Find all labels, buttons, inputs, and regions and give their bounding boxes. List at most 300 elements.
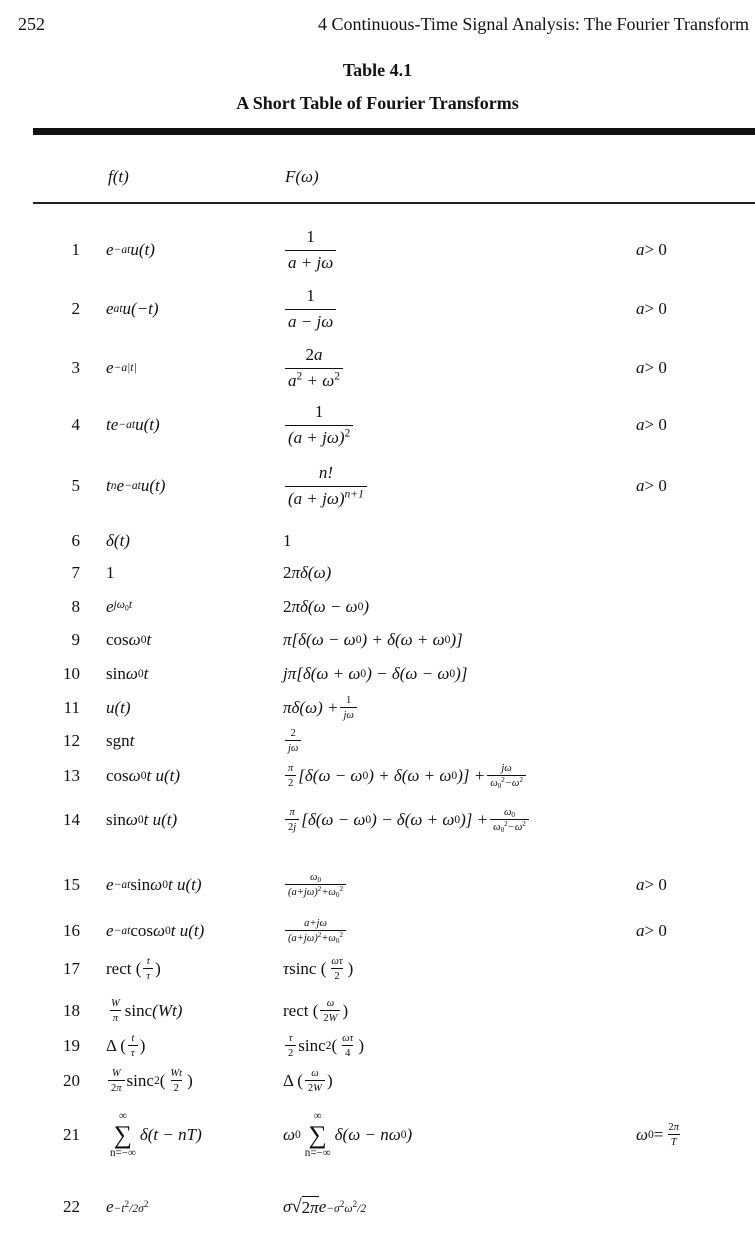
math-text: 0 [355,633,362,646]
math-text: 0 [454,813,461,826]
math-italic: ) + δ(ω + ω [368,766,452,785]
superscript [326,1199,367,1216]
fraction [128,1033,138,1059]
math-italic: at [113,302,123,315]
math-text: > 0 [644,476,667,495]
math-text: ) [187,1071,193,1090]
math-italic: W [328,1013,338,1024]
math-text: rect ( [283,1001,319,1020]
sigma-symbol: ∑ [113,1120,133,1150]
column-header-F: F(ω) [285,167,319,186]
math-italic: ωτ [331,956,343,967]
math-italic: ω [283,1125,296,1144]
numerator [665,1122,682,1134]
math-text: ) [326,1071,333,1090]
sqrt-symbol: √ [291,1196,302,1217]
math-italic: /2 [357,1202,367,1216]
fourier-transform [283,227,338,273]
time-function [106,531,130,551]
math-text: 2 [305,345,315,364]
math-text: 0 [140,633,147,646]
fourier-transform [283,918,348,944]
math-text: 2 [325,1039,332,1052]
denominator [285,486,367,509]
fourier-transform [283,956,353,982]
math-text: 0 [295,1128,301,1141]
math-italic: −ω [504,778,520,789]
math-text: ) [155,959,161,978]
math-italic: t [106,476,111,495]
math-text: 2 [519,776,523,785]
math-text: 2 [334,971,340,982]
page-number: 252 [18,14,45,34]
math-italic: jω [288,743,299,754]
time-function [106,563,115,583]
fraction [285,918,346,944]
math-italic: ω [326,998,335,1009]
math-italic: ) + δ(ω + ω [361,630,445,649]
math-italic: u(t) [135,415,160,434]
time-function [106,358,137,378]
math-text: 0 [500,826,505,835]
math-text: ( [331,1036,338,1055]
math-text: 2 [283,563,292,582]
math-text: 2 [124,1199,130,1210]
math-italic: t u(t) [167,875,202,894]
math-text: Δ ( [283,1071,303,1090]
fourier-transform [283,402,355,448]
math-text: 1 [306,286,315,305]
math-italic: (Wt) [152,1001,183,1020]
math-text: 0 [449,667,456,680]
numerator [303,345,326,368]
math-italic: τ [288,1033,293,1044]
fraction [285,402,353,448]
math-text: 2 [501,776,505,785]
table-top-rule [33,128,755,135]
math-text: Δ ( [106,1036,126,1055]
math-text: 2 [288,822,294,833]
math-text: 0 [648,1128,654,1141]
numerator [312,402,327,425]
math-text: 2 [504,820,508,829]
math-italic: )] [450,630,463,649]
math-text: 0 [362,769,369,782]
fraction [285,763,296,789]
math-italic: e [106,597,114,616]
numerator [339,1033,356,1045]
math-italic: ω [128,630,141,649]
fourier-transform [283,872,348,898]
fraction [320,998,340,1024]
math-italic: te [106,415,119,434]
fraction [339,1033,356,1059]
math-text: cos [106,630,129,649]
fourier-transform [283,1033,364,1059]
fourier-transform [283,728,303,754]
math-italic: jω [501,763,512,774]
denominator [285,309,336,332]
time-function [106,664,148,684]
math-italic: e [106,875,114,894]
time-function [106,415,160,435]
numerator [316,463,336,486]
row-number: 17 [63,959,80,978]
fraction [328,956,345,982]
math-text: 2 [290,728,296,739]
fourier-transform [283,531,292,551]
math-text: 0 [335,937,340,946]
math-text: = [653,1125,664,1144]
time-function [106,1068,193,1094]
math-italic: ) − δ(ω − ω [366,664,450,683]
math-text: 0 [400,1128,407,1141]
row-number: 4 [71,415,80,434]
math-text: 2 [111,1083,117,1094]
time-function [106,240,155,260]
denominator [285,884,346,898]
fraction [285,872,346,898]
math-italic: a+jω [304,918,327,929]
math-text: 1 [314,402,324,421]
row-number: 20 [63,1071,80,1090]
numerator [308,1068,321,1080]
superscript [345,427,351,440]
math-text: 2 [522,820,526,829]
math-italic: t [128,598,133,612]
denominator [490,819,529,833]
summation [305,1111,331,1159]
math-italic: (a+jω) [288,887,318,898]
math-italic: a − jω [288,312,334,331]
math-text: 2 [143,1199,149,1210]
math-text: sinc [124,1001,153,1020]
fraction [285,1033,296,1059]
denominator [128,1045,138,1059]
row-number: 19 [63,1036,80,1055]
fourier-transform [283,463,369,509]
fourier-transform [283,563,331,583]
sqrt-radicand [302,1196,319,1218]
numerator [128,1033,137,1045]
row-number: 13 [63,766,80,785]
math-italic: −t [113,1202,125,1216]
row-number: 1 [71,240,80,259]
math-italic: πδ(ω) [291,563,332,582]
time-function [106,956,161,982]
math-italic: W [313,1083,322,1094]
superscript [522,820,526,828]
math-text: 2 [317,885,322,894]
row-number: 12 [63,731,80,750]
math-text: 0 [317,876,322,885]
sum-limit: ∞ [313,1110,322,1123]
math-text: sin [130,875,151,894]
math-italic: ) − δ(ω + ω [371,810,455,829]
row-number: 8 [71,597,80,616]
math-text: > 0 [644,240,667,259]
math-italic: a + jω [288,253,334,272]
math-italic: −at [113,924,131,937]
math-italic: u(t) [140,476,166,495]
math-text: 0 [365,813,372,826]
math-text: ( [159,1071,166,1090]
header-rule [33,202,755,204]
fraction [285,728,301,754]
math-italic: u(t) [106,698,131,717]
math-italic: ) [406,1125,413,1144]
math-text: 0 [162,878,168,891]
fraction [108,998,123,1024]
time-function [106,597,132,617]
math-italic: π [112,1013,119,1024]
condition [636,476,667,496]
math-italic: n+1 [344,487,364,501]
fraction [305,1068,325,1094]
fraction [340,695,356,721]
math-text: ) [347,959,354,978]
summation [110,1111,136,1159]
math-text: rect ( [106,959,142,978]
math-italic: π [673,1122,679,1133]
denominator [143,968,153,982]
math-italic: a [636,240,645,259]
math-italic: t [146,630,152,649]
row-number: 10 [63,664,80,683]
math-text: 2 [334,369,341,383]
math-italic: j [293,822,297,833]
math-italic: t u(t) [143,810,178,829]
denominator [285,819,299,833]
math-italic: t u(t) [146,766,180,785]
math-italic: π [116,1083,122,1094]
math-italic: ωτ [342,1033,354,1044]
denominator [285,250,336,273]
math-text: 2 [344,426,351,440]
math-text: 0 [357,600,364,613]
math-text: 2 [352,1199,358,1210]
math-italic: a [636,358,645,377]
math-italic: u(t) [130,240,155,259]
fraction [487,763,526,789]
row-number: 2 [71,299,80,318]
denominator [331,968,342,982]
math-italic: πδ(ω) + [283,698,339,717]
math-italic: t [129,731,135,750]
denominator [110,1010,121,1024]
math-italic: (a + jω) [288,428,345,447]
row-number: 6 [71,531,80,550]
math-italic: ω [636,1125,649,1144]
math-text: 0 [137,813,144,826]
fourier-transform [283,1111,412,1159]
math-italic: jπ[δ(ω + ω [283,664,361,683]
math-italic: a [636,415,645,434]
denominator [285,775,296,789]
math-italic: t u(t) [170,921,205,940]
math-italic: n [110,479,117,492]
math-italic: a [636,476,645,495]
math-italic: −at [118,418,136,431]
row-number: 9 [71,630,80,649]
math-text: 0 [511,811,515,820]
math-italic: /2σ [129,1202,144,1216]
math-italic: e [106,921,114,940]
math-italic: τ [283,959,290,978]
math-text: 4 [345,1048,351,1059]
column-header-f: f(t) [108,167,129,186]
math-text: 1 [283,531,292,550]
math-text: 0 [140,769,147,782]
math-italic: e [116,476,125,495]
time-function [106,1111,202,1159]
math-italic: W [111,1068,121,1079]
superscript [519,776,523,784]
time-function [106,921,204,941]
math-text: 2 [339,885,344,894]
math-text: cos [106,766,129,785]
math-text: sgn [106,731,130,750]
denominator [320,1010,340,1024]
math-text: 2 [173,1083,179,1094]
math-italic: ω [503,807,512,818]
denominator [305,1080,325,1094]
math-italic: ω [311,1068,319,1079]
math-italic: ω [493,822,501,833]
denominator [171,1080,182,1094]
condition [636,240,667,260]
math-italic: π [289,807,295,818]
math-italic: δ(ω − nω [334,1125,401,1144]
math-italic: a [314,345,323,364]
math-italic: a [288,371,297,390]
numerator [288,728,299,740]
math-italic: t [143,664,149,683]
math-italic: τ [146,971,151,982]
math-text: 0 [360,667,367,680]
sum-limit: ∞ [118,1110,127,1123]
math-italic: −ω [507,822,523,833]
math-italic: [δ(ω − ω [298,766,363,785]
numerator [498,763,514,775]
superscript [339,885,343,893]
time-function [106,731,134,751]
denominator [285,368,343,391]
numerator [301,918,330,930]
math-italic: e [106,240,114,259]
math-text: 1 [106,563,115,582]
math-text: 2 [317,931,322,940]
condition [636,1122,684,1148]
math-italic: ) [363,597,370,616]
math-text: cos [130,921,153,940]
math-text: 0 [124,603,129,613]
math-italic: −at [113,878,131,891]
condition [636,415,667,435]
math-italic: W [111,998,120,1009]
math-italic: π [310,1198,319,1217]
math-text: 0 [444,633,451,646]
math-text: 0 [165,924,171,937]
math-text: > 0 [644,299,667,318]
fraction [285,807,299,833]
math-italic: −at [113,243,131,256]
table-label: Table 4.1 [342,60,413,80]
numerator [303,286,318,309]
math-italic: a [636,299,645,318]
numerator [286,1033,296,1045]
row-number: 15 [63,875,80,894]
numerator [324,998,337,1010]
math-italic: (a+jω) [288,933,318,944]
fraction [285,286,336,332]
sigma-symbol: ∑ [308,1120,327,1150]
time-function [106,698,131,718]
numerator [343,695,354,707]
time-function [106,630,151,650]
condition [636,921,667,941]
numerator [501,807,518,819]
math-text: 2 [668,1122,674,1133]
time-function [106,998,182,1024]
math-italic: n! [318,463,334,482]
fourier-transform [283,597,369,617]
numerator [328,956,345,968]
numerator [108,998,123,1010]
math-italic: [δ(ω − ω [301,810,366,829]
math-italic: a [636,921,645,940]
row-number: 14 [63,810,80,829]
numerator [303,227,318,250]
math-text: 1 [346,695,352,706]
math-text: sin [106,664,126,683]
denominator [285,740,301,754]
row-number: 3 [71,358,80,377]
math-italic: ω [344,1202,353,1216]
math-italic: π [288,763,294,774]
fourier-transform [283,345,345,391]
math-italic: −at [124,479,141,492]
superscript [339,931,343,939]
sum-limit: n=−∞ [304,1146,331,1159]
superscript [345,488,364,501]
math-italic: Wt [170,1068,183,1079]
math-italic: πδ(ω − ω [291,597,358,616]
math-text: 0 [451,769,458,782]
math-text: 2 [301,1198,311,1217]
fraction [285,463,367,509]
fraction [108,1068,125,1094]
subscript [511,811,515,819]
row-number: 21 [63,1125,80,1144]
denominator [108,1080,125,1094]
condition [636,299,667,319]
fourier-transform [283,807,531,833]
fraction [490,807,529,833]
math-italic: jω [113,598,125,612]
denominator [340,707,356,721]
math-text: 0 [497,782,502,791]
math-italic: τ [130,1048,135,1059]
time-function [106,1033,145,1059]
math-text: > 0 [644,875,667,894]
row-number: 11 [63,698,80,717]
math-text: 2 [153,1074,160,1087]
fourier-transform [283,1196,366,1218]
math-italic: e [106,358,114,377]
math-italic: e [318,1197,327,1216]
time-function [106,875,202,895]
